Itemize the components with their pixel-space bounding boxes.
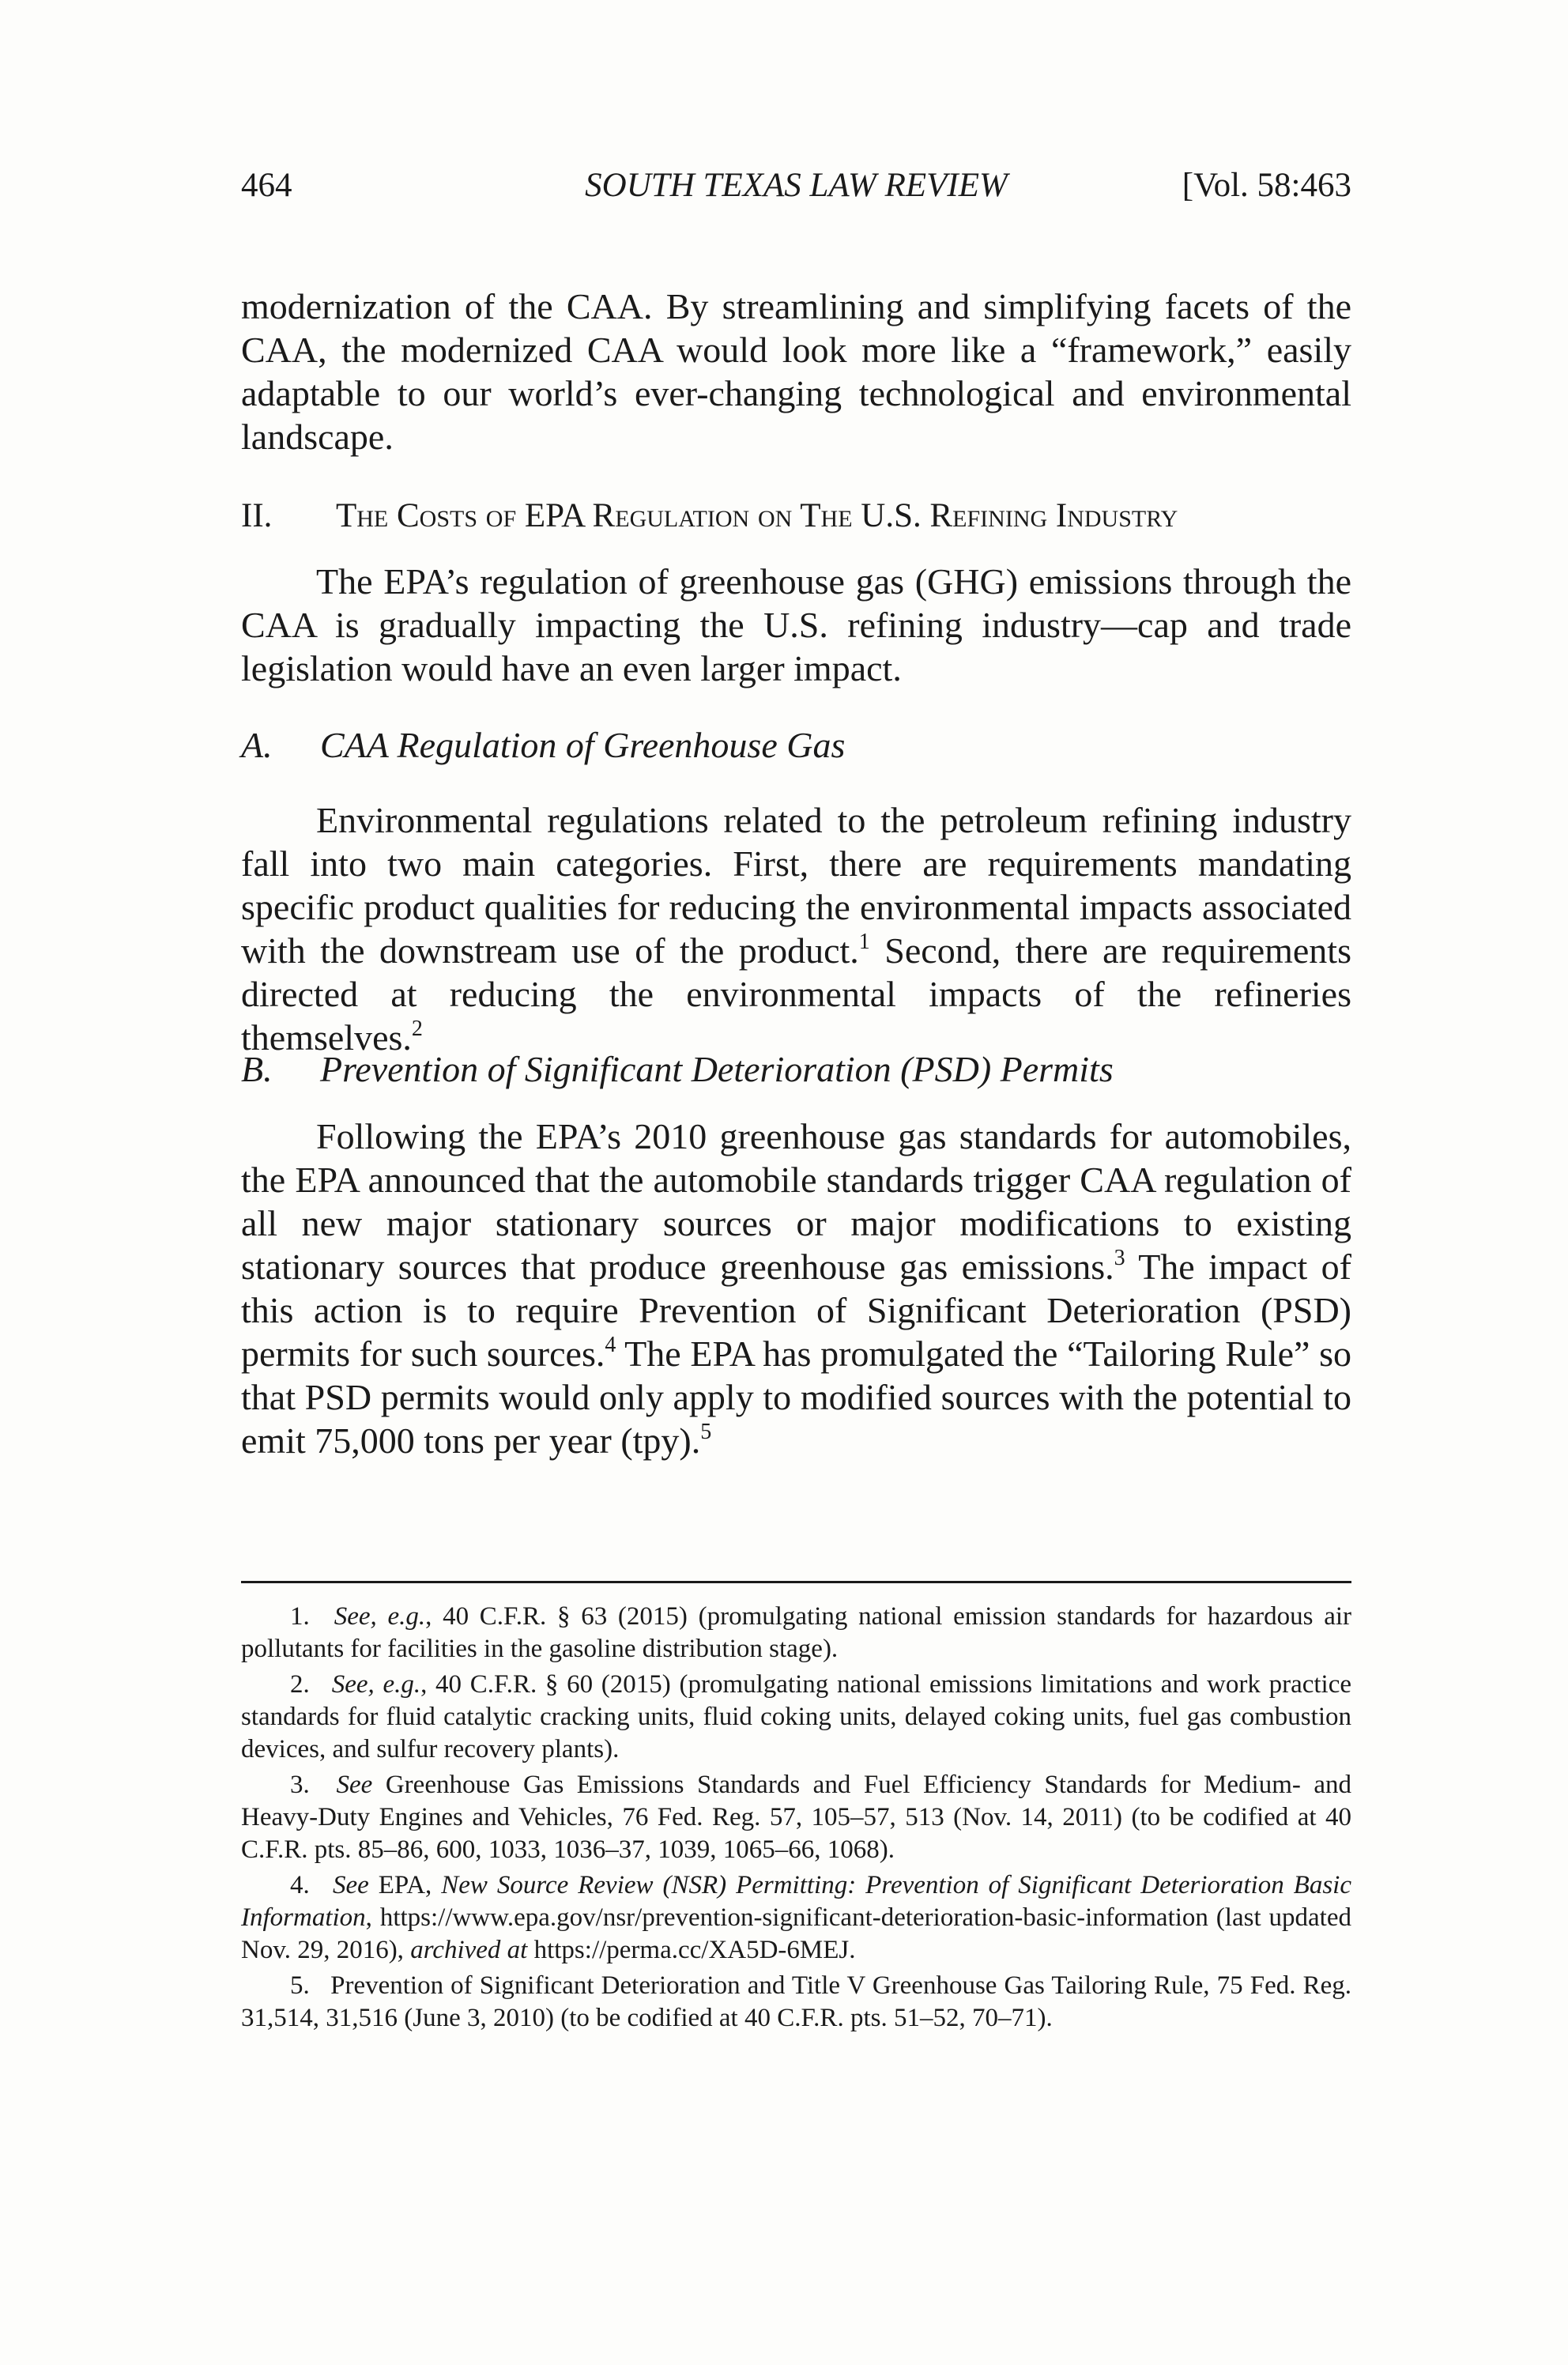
footnote-ref-1[interactable]: 1 [858,930,870,954]
footnote-ref-4[interactable]: 4 [605,1333,616,1357]
section-b-paragraph [241,1115,1351,1462]
footnote-archived-label: archived at [410,1936,528,1964]
section-ii-title: The Costs of EPA Regulation on The U.S. Refining Industry [336,497,1178,534]
section-b-letter: B. [241,1049,273,1089]
footnote-text: EPA, [368,1871,442,1899]
footnote-4 [241,1869,1351,1967]
running-header [241,162,1351,209]
footnote-2 [241,1669,1351,1766]
footnote-3 [241,1769,1351,1866]
footnote-ref-5[interactable]: 5 [700,1420,712,1444]
footnote-1 [241,1601,1351,1665]
footnote-number: 3. [290,1771,310,1799]
intro-paragraph: modernization of the CAA. By streamlining and simplifying facets of the CAA, the modernized CAA would look more like a “framework,” easily adaptable to our world’s ever-changing technological and environmental landscape. [241,286,1351,457]
footnote-text: Greenhouse Gas Emissions Standards and Fuel Efficiency Standards for Medium- and Heavy-Duty Engines and Vehicles, 76 Fed. Reg. 57, 105–57, 513 (Nov. 14, 2011) (to be codified at 40 C.F.R. pts. 85–86, 600, 1033, 1036–37, 1039, 1065–66, 1068). [241,1771,1352,1864]
volume-citation: [Vol. 58:463 [1182,167,1351,204]
section-b-text-3: The EPA has promulgated the “Tailoring Rule” so that PSD permits would only apply to modified sources with the potential to emit 75,000 tons per year (tpy). [241,1333,1351,1461]
section-a-letter: A. [241,725,273,765]
footnote-number: 2. [290,1670,310,1699]
footnote-divider [241,1581,1351,1583]
footnote-archive-url[interactable]: https://perma.cc/XA5D-6MEJ. [527,1936,856,1964]
section-b-title: Prevention of Significant Deterioration (PSD) Permits [320,1049,1114,1089]
section-b-text-2: The impact of this action is to require Prevention of Significant Deterioration (PSD) permits for such sources. [241,1247,1351,1374]
footnote-url[interactable]: , https://www.epa.gov/nsr/prevention-significant-deterioration-basic-information (last updated Nov. 29, 2016), [241,1903,1351,1964]
footnote-signal: See, e.g. [331,1670,421,1699]
footnote-source-title: New Source Review (NSR) Permitting: Prevention of Significant Deterioration Basic Information [241,1871,1351,1932]
footnote-signal: See [336,1771,373,1799]
footnote-5 [241,1970,1351,2035]
footnote-number: 5. [290,1971,310,2000]
footnote-text: , 40 C.F.R. § 60 (2015) (promulgating national emissions limitations and work practice standards for fluid catalytic cracking units, fluid coking units, delayed coking units, fuel gas combustion devices, and sulfur recovery plants). [241,1670,1351,1763]
footnote-text: , 40 C.F.R. § 63 (2015) (promulgating national emission standards for hazardous air pollutants for facilities in the gasoline distribution stage). [241,1602,1351,1663]
footnotes [241,1601,1351,2038]
footnote-signal: See, e.g. [334,1602,426,1631]
journal-title: SOUTH TEXAS LAW REVIEW [585,167,1008,204]
footnote-text: Prevention of Significant Deterioration and Title V Greenhouse Gas Tailoring Rule, 75 Fed. Reg. 31,514, 31,516 (June 3, 2010) (to be codified at 40 C.F.R. pts. 51–52, 70–71). [241,1971,1351,2032]
section-ii-number: II. [241,497,273,534]
section-a-title: CAA Regulation of Greenhouse Gas [320,725,846,765]
section-a-text-2: Second, there are requirements directed at reducing the environmental impacts of the refineries themselves. [241,930,1351,1058]
footnote-signal: See [332,1871,369,1899]
page-number: 464 [241,167,292,204]
section-ii-paragraph: The EPA’s regulation of greenhouse gas (GHG) emissions through the CAA is gradually impacting the U.S. refining industry—cap and trade legislation would have an even larger impact. [241,561,1351,688]
footnote-number: 1. [290,1602,310,1631]
section-a-text-1: Environmental regulations related to the petroleum refining industry fall into two main categories. First, there are requirements mandating specific product qualities for reducing the environmental impacts associated with the downstream use of the product. [241,800,1351,971]
section-b-text-1: Following the EPA’s 2010 greenhouse gas standards for automobiles, the EPA announced that the automobile standards trigger CAA regulation of all new major stationary sources or major modifications to existing stationary sources that produce greenhouse gas emissions. [241,1116,1351,1287]
footnote-ref-2[interactable]: 2 [411,1017,423,1041]
footnote-number: 4. [290,1871,310,1899]
footnote-ref-3[interactable]: 3 [1114,1246,1125,1270]
section-a-paragraph [241,798,1351,1059]
